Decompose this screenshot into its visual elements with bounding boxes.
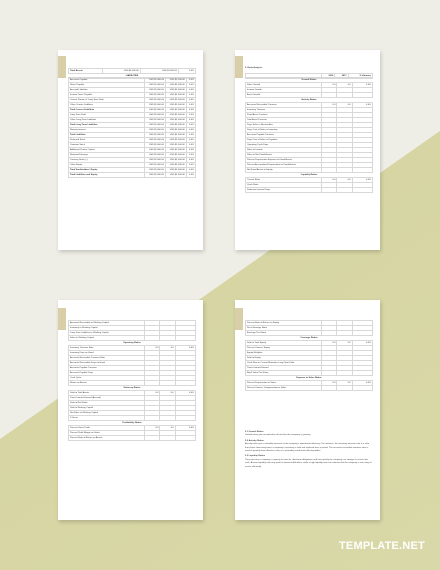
- cell: Asset Growth: [246, 93, 322, 98]
- cell: 0.0%: [186, 153, 195, 158]
- document-page-3: [58, 300, 203, 520]
- cell: Inventory to Working Capital: [69, 326, 145, 331]
- column-header: 2016: [322, 74, 335, 79]
- cell: Sales to Net Fixed Assets: [246, 153, 322, 158]
- cell: Current Portion of Long-Term Debt: [69, 98, 145, 103]
- cell: Days Cost of Sales in Payables: [246, 138, 322, 143]
- cell: 0.0: [145, 346, 160, 351]
- cell: Total Liabilities: [69, 133, 145, 138]
- cell: USD $1,000.00: [165, 133, 186, 138]
- cell: Z-Score: [69, 416, 145, 421]
- section-heading: Activity Ratios: [246, 98, 373, 103]
- cell: 0.0%: [186, 118, 195, 123]
- cell: 0.0: [337, 83, 352, 88]
- section-heading: LIABILITIES: [69, 74, 196, 79]
- cell: Percent Depreciation Expense to Fixed Assets: [246, 158, 322, 163]
- brand-logo: TEMPLATE.NET: [339, 540, 425, 552]
- page-tab: [58, 308, 66, 330]
- cell: Book Value Per Share: [246, 371, 322, 376]
- cell: 0.0%: [186, 173, 195, 178]
- cell: 0.0: [322, 83, 337, 88]
- section-title: 5. Ratio Analysis: [245, 67, 263, 69]
- cell: Accounts Receivable to Working Capital: [69, 321, 145, 326]
- cell: Accounts Payable Days: [69, 371, 145, 376]
- cell: 0.0%: [175, 346, 195, 351]
- cell: Long-Term Liabilities to Working Capital: [69, 331, 145, 336]
- cell: 0.0%: [186, 78, 195, 83]
- cell: Inventory Days on Hand: [69, 351, 145, 356]
- cell: Accrued Liabilities: [69, 88, 145, 93]
- cell: USD $1,000.00: [145, 128, 166, 133]
- cell: Percent Profit Margin on Sales: [69, 431, 145, 436]
- cell: Debt to Equity: [246, 356, 322, 361]
- section-heading: Solvency Ratios: [69, 386, 196, 391]
- cell: USD $1,000.00: [165, 158, 186, 163]
- cell: USD $1,000.00: [102, 69, 140, 74]
- cell: Percent Owners' Equity: [246, 346, 322, 351]
- document-page-2: [235, 50, 380, 250]
- cell: Income Growth: [246, 88, 322, 93]
- cell: USD $1,000.00: [140, 69, 178, 74]
- cell: Total Liabilities and Equity: [69, 173, 145, 178]
- section-heading: Liquidity Ratios: [246, 173, 373, 178]
- cell: USD $1,000.00: [165, 78, 186, 83]
- cell: USD $1,000.00: [165, 138, 186, 143]
- cell: USD $1,000.00: [145, 108, 166, 113]
- cell: Accounts Receivable Turnover: [246, 103, 322, 108]
- cell: Sales to Income: [246, 148, 322, 153]
- cell: Days Cost of Sales in Inventory: [246, 128, 322, 133]
- cell: Debt to Net Worth: [69, 401, 145, 406]
- cell: USD $1,000.00: [165, 103, 186, 108]
- cell: Quick Ratio: [246, 183, 322, 188]
- cell: Total Stockholders' Equity: [69, 168, 145, 173]
- ratio-table: [245, 77, 373, 193]
- cell: USD $1,000.00: [165, 93, 186, 98]
- section-heading: Operating Ratios: [69, 341, 196, 346]
- cell: USD $1,000.00: [165, 83, 186, 88]
- cell: USD $1,000.00: [145, 78, 166, 83]
- cell: Retained Earnings: [69, 153, 145, 158]
- cell: 0.0: [322, 381, 337, 386]
- note-body: They measure a company's capacity to meet its short-term obligations and how quickly the company can change its assets into cash. A lower liquidity ratio may point to financial difficulties, while a high liquidity ratio can indicate that the company is not using its assets efficiently.: [245, 458, 372, 468]
- cell: [337, 386, 352, 391]
- cell: USD $1,000.00: [165, 148, 186, 153]
- cell: USD $1,000.00: [145, 153, 166, 158]
- cell: Net Sales to Working Capital: [69, 411, 145, 416]
- cell: 0.0%: [186, 133, 195, 138]
- page-tab: [58, 56, 66, 78]
- cell: Accounts Receivable Days on Hand: [69, 361, 145, 366]
- cell: 0.0%: [352, 83, 372, 88]
- cell: 0.0: [322, 103, 337, 108]
- cell: 0.0%: [352, 381, 372, 386]
- cell: USD $1,000.00: [165, 118, 186, 123]
- section-heading: Coverage Ratios: [246, 336, 373, 341]
- cell: USD $1,000.00: [145, 93, 166, 98]
- note-body: Activity ratios give a valuable measure of the company's operational efficiency. For instance, the inventory turnover rate is a ratio that shows how many times a company's inventory is sold and replaced over a period. The accounts receivable turnover ratio is used to quantify how effective a firm is in extending credit and collecting debts.: [245, 443, 370, 453]
- cell: USD $1,000.00: [145, 143, 166, 148]
- cell: 0.0: [160, 391, 175, 396]
- cell: Total Long-Term Liabilities: [69, 123, 145, 128]
- cell: 0.0: [337, 103, 352, 108]
- cell: Common Stock: [69, 143, 145, 148]
- table-row: [246, 386, 373, 391]
- cell: 0.0%: [186, 158, 195, 163]
- cell: Equity Multiplier: [246, 351, 322, 356]
- cell: 0.0%: [186, 93, 195, 98]
- cell: USD $1,000.00: [145, 133, 166, 138]
- cell: USD $1,000.00: [145, 83, 166, 88]
- cell: USD $1,000.00: [145, 103, 166, 108]
- cell: [322, 188, 337, 193]
- cell: 0.0%: [186, 113, 195, 118]
- cell: Current Ratio: [246, 178, 322, 183]
- cell: USD $1,000.00: [145, 173, 166, 178]
- cell: Defensive Interval Days: [246, 188, 322, 193]
- cell: [175, 436, 195, 441]
- cell: 0.0%: [178, 69, 195, 74]
- cell: 0.0%: [186, 143, 195, 148]
- cell: 0.0: [322, 341, 337, 346]
- page-tab: [235, 56, 243, 78]
- cell: 0.0%: [186, 98, 195, 103]
- cell: Return on Assets: [69, 381, 145, 386]
- cell: Sales Growth: [246, 83, 322, 88]
- section-heading: Growth Ratios: [246, 78, 373, 83]
- table-row: [69, 173, 196, 178]
- cell: USD $1,000.00: [165, 168, 186, 173]
- cell: 0.0%: [352, 103, 372, 108]
- cell: USD $1,000.00: [165, 88, 186, 93]
- cell: Percent Rate of Return on Equity: [246, 321, 322, 326]
- cell: USD $1,000.00: [165, 123, 186, 128]
- cell: [322, 386, 337, 391]
- cell: Price Earnings Ratio: [246, 326, 322, 331]
- cell: 0.0%: [186, 168, 195, 173]
- cell: Accounts Receivable Turnover Rate: [69, 356, 145, 361]
- cell: 0.0: [322, 178, 337, 183]
- cell: USD $1,000.00: [145, 138, 166, 143]
- note-heading: 5.3 Liquidity Ratios: [245, 455, 266, 458]
- cell: Percent Depreciation to Sales: [246, 381, 322, 386]
- note-heading: 5.1 Growth Ratios: [245, 431, 264, 433]
- column-header: 2017: [335, 74, 348, 79]
- cell: 0.0%: [352, 341, 372, 346]
- cell: Accounts Payable: [69, 78, 145, 83]
- cell: Inventory Turnover Rate: [69, 346, 145, 351]
- cell: Other Equity: [69, 163, 145, 168]
- cell: 0.0%: [175, 391, 195, 396]
- cell: USD $1,000.00: [165, 113, 186, 118]
- cell: 0.0%: [186, 103, 195, 108]
- cell: USD $1,000.00: [145, 123, 166, 128]
- cell: 0.0%: [175, 426, 195, 431]
- cell: [337, 188, 352, 193]
- cell: 0.0: [160, 346, 175, 351]
- cell: Sales to Working Capital: [69, 336, 145, 341]
- cell: 0.0%: [186, 108, 195, 113]
- cell: [145, 436, 160, 441]
- cell: 0.0: [160, 426, 175, 431]
- note-heading: 5.2 Activity Ratios: [245, 439, 264, 442]
- cell: Times Interest Earned (Accrual): [69, 396, 145, 401]
- cell: [352, 188, 372, 193]
- document-page-4: [235, 300, 380, 520]
- cell: 0.0: [337, 341, 352, 346]
- cell: USD $1,000.00: [165, 98, 186, 103]
- liabilities-table: [68, 77, 196, 178]
- table-row: [69, 436, 196, 441]
- cell: Long-Term Debt: [69, 113, 145, 118]
- cell: 0.0%: [186, 123, 195, 128]
- cell: USD $1,000.00: [145, 163, 166, 168]
- cell: Percent Rate of Return on Assets: [69, 436, 145, 441]
- cell: USD $1,000.00: [145, 113, 166, 118]
- cell: Times Interest Earned: [246, 366, 322, 371]
- ratio-table: [245, 320, 373, 391]
- cell: USD $1,000.00: [165, 163, 186, 168]
- cell: Debt to Total Assets: [69, 391, 145, 396]
- cell: USD $1,000.00: [165, 128, 186, 133]
- cell: 0.0: [337, 381, 352, 386]
- cell: USD $1,000.00: [165, 173, 186, 178]
- cell: [160, 436, 175, 441]
- ratio-table: [68, 320, 196, 441]
- page-tab: [235, 308, 243, 330]
- cell: Earnings Per Share: [246, 331, 322, 336]
- cell: USD $1,000.00: [145, 98, 166, 103]
- cell: [352, 386, 372, 391]
- cell: USD $1,000.00: [145, 168, 166, 173]
- cell: Treasury Stock (-): [69, 158, 145, 163]
- cell: USD $1,000.00: [145, 88, 166, 93]
- cell: Operating Cycle Days: [246, 143, 322, 148]
- section-heading: Profitability Ratios: [69, 421, 196, 426]
- cell: Percent Owners' Compensation to Sales: [246, 386, 322, 391]
- cell: Debt to Working Capital: [69, 406, 145, 411]
- cell: Days Sales in Receivables: [246, 123, 322, 128]
- cell: 0.0%: [186, 88, 195, 93]
- cell: Cash Cycle: [69, 376, 145, 381]
- cell: Debt to Total Equity: [246, 341, 322, 346]
- cell: 0.0%: [186, 148, 195, 153]
- section-heading: Expense to Sales Ratios: [246, 376, 373, 381]
- cell: Notes Payable: [69, 83, 145, 88]
- cell: Net Fixed Assets to Equity: [246, 168, 322, 173]
- cell: USD $1,000.00: [145, 118, 166, 123]
- cell: USD $1,000.00: [165, 108, 186, 113]
- cell: Accounts Payable Turnover: [69, 366, 145, 371]
- cell: USD $1,000.00: [145, 148, 166, 153]
- cell: USD $1,000.00: [145, 158, 166, 163]
- row-label: Total Assets: [69, 69, 103, 74]
- cell: Income Taxes Payable: [69, 93, 145, 98]
- note-body: Growth ratios give an indication of how fast the company is growing.: [245, 434, 311, 437]
- cell: Additional Paid-in Capital: [69, 148, 145, 153]
- cell: 0.0: [145, 391, 160, 396]
- document-page-1: [58, 50, 203, 250]
- cell: Percent Accumulated Depreciation to Fixed Assets: [246, 163, 322, 168]
- cell: 0.0: [337, 178, 352, 183]
- cell: Other Current Liabilities: [69, 103, 145, 108]
- cell: Cash Flow to Current Maturities Long-Term Debt: [246, 361, 322, 366]
- table-row: [246, 188, 373, 193]
- cell: 0.0%: [186, 128, 195, 133]
- cell: Other Long-Term Liabilities: [69, 118, 145, 123]
- cell: 0.0%: [352, 178, 372, 183]
- cell: Accounts Payable Turnover: [246, 133, 322, 138]
- cell: Minority Interest: [69, 128, 145, 133]
- column-header: % Variance: [348, 74, 372, 79]
- cell: USD $1,000.00: [165, 153, 186, 158]
- cell: Percent Gross Profit: [69, 426, 145, 431]
- cell: Fixed Asset Turnover: [246, 113, 322, 118]
- notes-text: [245, 429, 373, 469]
- cell: Inventory Turnover: [246, 108, 322, 113]
- cell: USD $1,000.00: [165, 143, 186, 148]
- cell: 0.0%: [186, 138, 195, 143]
- cell: 0.0%: [186, 163, 195, 168]
- cell: 0.0: [145, 426, 160, 431]
- cell: Preferred Stock: [69, 138, 145, 143]
- cell: Total Current Liabilities: [69, 108, 145, 113]
- cell: Total Asset Turnover: [246, 118, 322, 123]
- cell: 0.0%: [186, 83, 195, 88]
